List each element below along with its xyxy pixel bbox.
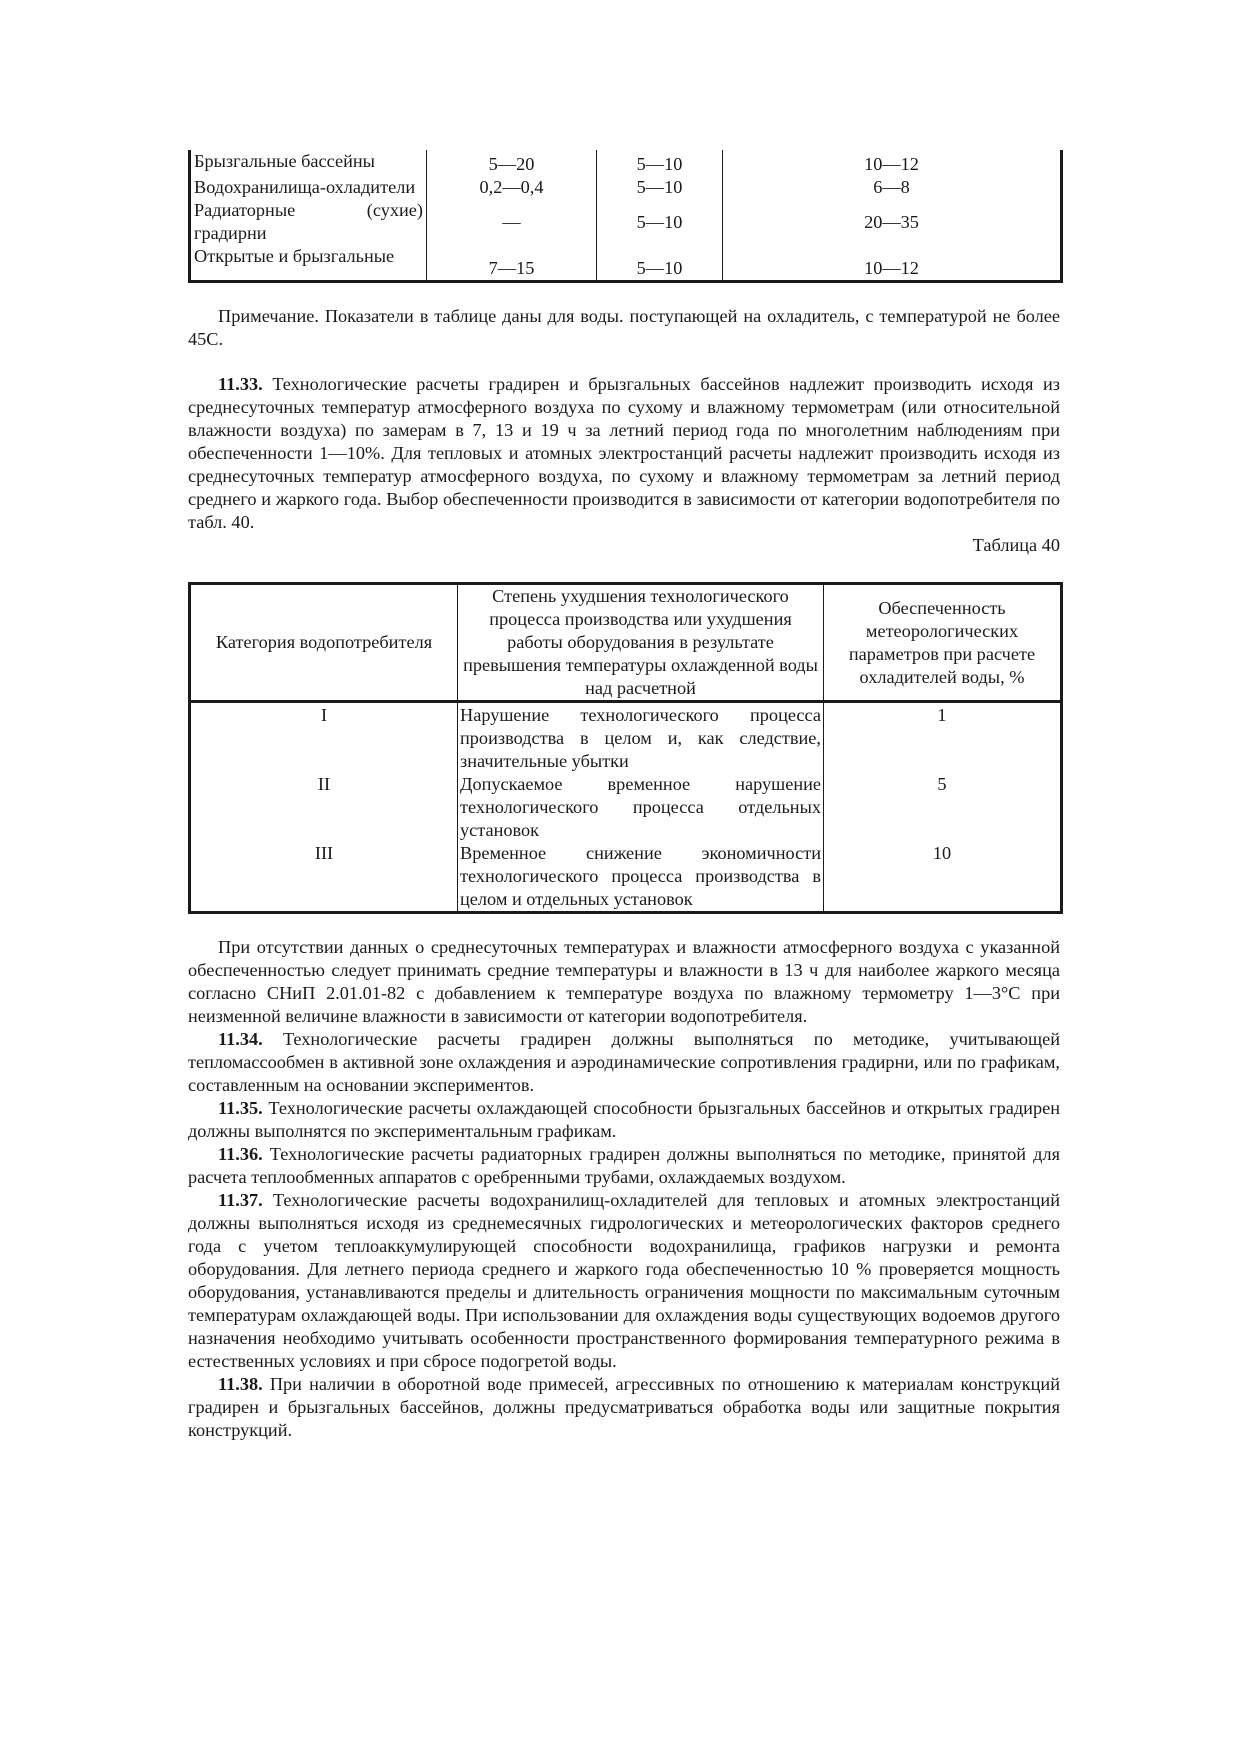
cooler-parameters-table-continuation: [188, 150, 1063, 283]
clause-text: Технологические расчеты градирен и брызгальных бассейнов надлежит производить исходя из среднесуточных температур атмосферного воздуха по сухому и влажному термометрам (или относительной влажности воздуха) по замерам в 7, 13 и 19 ч за летний период года по многолетним наблюдениям при обеспеченности 1—10%. Для тепловых и атомных электростанций расчеты надлежит производить исходя из среднесуточных температур атмосферного воздуха, по сухому и влажному термометрам за летний период среднего и жаркого года. Выбор обеспеченности производится в зависимости от категории водопотребителя по табл. 40.: [188, 374, 1060, 532]
clause-number: 11.36.: [218, 1144, 263, 1164]
table-cell: 10—12: [723, 245, 1062, 282]
paragraph-11-34: [188, 1028, 1060, 1097]
table-cell: 7—15: [427, 245, 597, 282]
table-cell: 10—12: [723, 150, 1062, 176]
column-header: Обеспеченность метеорологических параметров при расчете охладителей воды, %: [824, 584, 1062, 702]
document-page: [188, 150, 1060, 1442]
table-row: [190, 842, 1062, 913]
clause-number: 11.34.: [218, 1029, 263, 1049]
table-cell: 5—10: [597, 199, 723, 245]
table-row: [190, 176, 1062, 199]
value-cell: 1: [937, 705, 947, 725]
table-row: [190, 773, 1062, 842]
table-row: [190, 245, 1062, 282]
clause-text: Технологические расчеты градирен должны выполняться по методике, учитывающей тепломассообмен в активной зоне охлаждения и аэродинамические сопротивления градирни, или по графикам, составленным на основании экспериментов.: [188, 1029, 1060, 1095]
cooler-type-cell: Радиаторные (сухие) градирни: [190, 199, 427, 245]
cooler-type-cell: Открытые и брызгальные: [190, 245, 427, 282]
column-header: Степень ухудшения технологического процесса производства или ухудшения работы оборудования в результате превышения температуры охлажденной воды над расчетной: [458, 584, 824, 702]
table-cell: 5—20: [427, 150, 597, 176]
category-cell: I: [190, 702, 458, 774]
clause-text: Технологические расчеты радиаторных градирен должны выполняться по методике, принятой для расчета теплообменных аппаратов с оребренными трубами, охлаждаемых воздухом.: [188, 1144, 1060, 1187]
table-cell: 0,2—0,4: [427, 176, 597, 199]
clause-number: 11.37.: [218, 1190, 263, 1210]
paragraph-11-36: [188, 1143, 1060, 1189]
table-header-row: [190, 584, 1062, 702]
table-cell: 5—10: [597, 245, 723, 282]
clause-text: При наличии в оборотной воде примесей, агрессивных по отношению к материалам конструкций градирен и брызгальных бассейнов, должны предусматриваться обработка воды или защитные покрытия конструкций.: [188, 1374, 1060, 1440]
value-cell: 5: [937, 774, 947, 794]
cooler-type-cell: Брызгальные бассейны: [190, 150, 427, 176]
category-cell: II: [190, 773, 458, 842]
description-cell: Временное снижение экономичности технологического процесса производства в целом и отдельных установок: [458, 842, 824, 913]
cooler-type-cell: Водохранилища-охладители: [190, 176, 427, 199]
table-row: [190, 150, 1062, 176]
clause-number: 11.33.: [218, 374, 263, 394]
description-cell: Нарушение технологического процесса производства в целом и, как следствие, значительные убытки: [458, 702, 824, 774]
table-row: [190, 702, 1062, 774]
value-cell: 10: [932, 843, 952, 863]
column-header: Категория водопотребителя: [190, 584, 458, 702]
table-note: Примечание. Показатели в таблице даны для воды. поступающей на охладитель, с температурой не более 45C.: [188, 306, 1060, 349]
table-cell: 20—35: [723, 199, 1062, 245]
table-cell: 6—8: [723, 176, 1062, 199]
table-cell: 5—10: [597, 150, 723, 176]
clause-number: 11.35.: [218, 1098, 263, 1118]
table-cell: —: [427, 199, 597, 245]
table-cell: 5—10: [597, 176, 723, 199]
clause-text: Технологические расчеты охлаждающей способности брызгальных бассейнов и открытых градирен должны выполнятся по экспериментальным графикам.: [188, 1098, 1060, 1141]
paragraph-11-37: [188, 1189, 1060, 1373]
table-40: [188, 582, 1063, 914]
category-cell: III: [190, 842, 458, 913]
clause-number: 11.38.: [218, 1374, 263, 1394]
table-caption: Таблица 40: [972, 535, 1060, 555]
paragraph-absent-data: При отсутствии данных о среднесуточных температурах и влажности атмосферного воздуха с указанной обеспеченностью следует принимать средние температуры и влажности в 13 ч для наиболее жаркого месяца согласно СНиП 2.01.01-82 с добавлением к температуре воздуха по влажному термометру 1—3°С при неизменной величине влажности в зависимости от категории водопотребителя.: [188, 937, 1060, 1026]
clause-text: Технологические расчеты водохранилищ-охладителей для тепловых и атомных электростанций должны выполняться исходя из среднемесячных гидрологических и метеорологических факторов среднего года с учетом теплоаккумулирующей способности водохранилища, графиков нагрузки и ремонта оборудования. Для летнего периода среднего и жаркого года обеспеченностью 10 % проверяется мощность оборудования, устанавливаются пределы и длительность ограничения мощности по максимальным суточным температурам охлаждающей воды. При использовании для охлаждения воды существующих водоемов другого назначения необходимо учитывать особенности пространственного формирования температурного режима в естественных условиях и при сбросе подогретой воды.: [188, 1190, 1060, 1371]
table-row: [190, 199, 1062, 245]
paragraph-11-38: [188, 1373, 1060, 1442]
paragraph-11-35: [188, 1097, 1060, 1143]
paragraph-11-33: [188, 373, 1060, 534]
description-cell: Допускаемое временное нарушение технологического процесса отдельных установок: [458, 773, 824, 842]
